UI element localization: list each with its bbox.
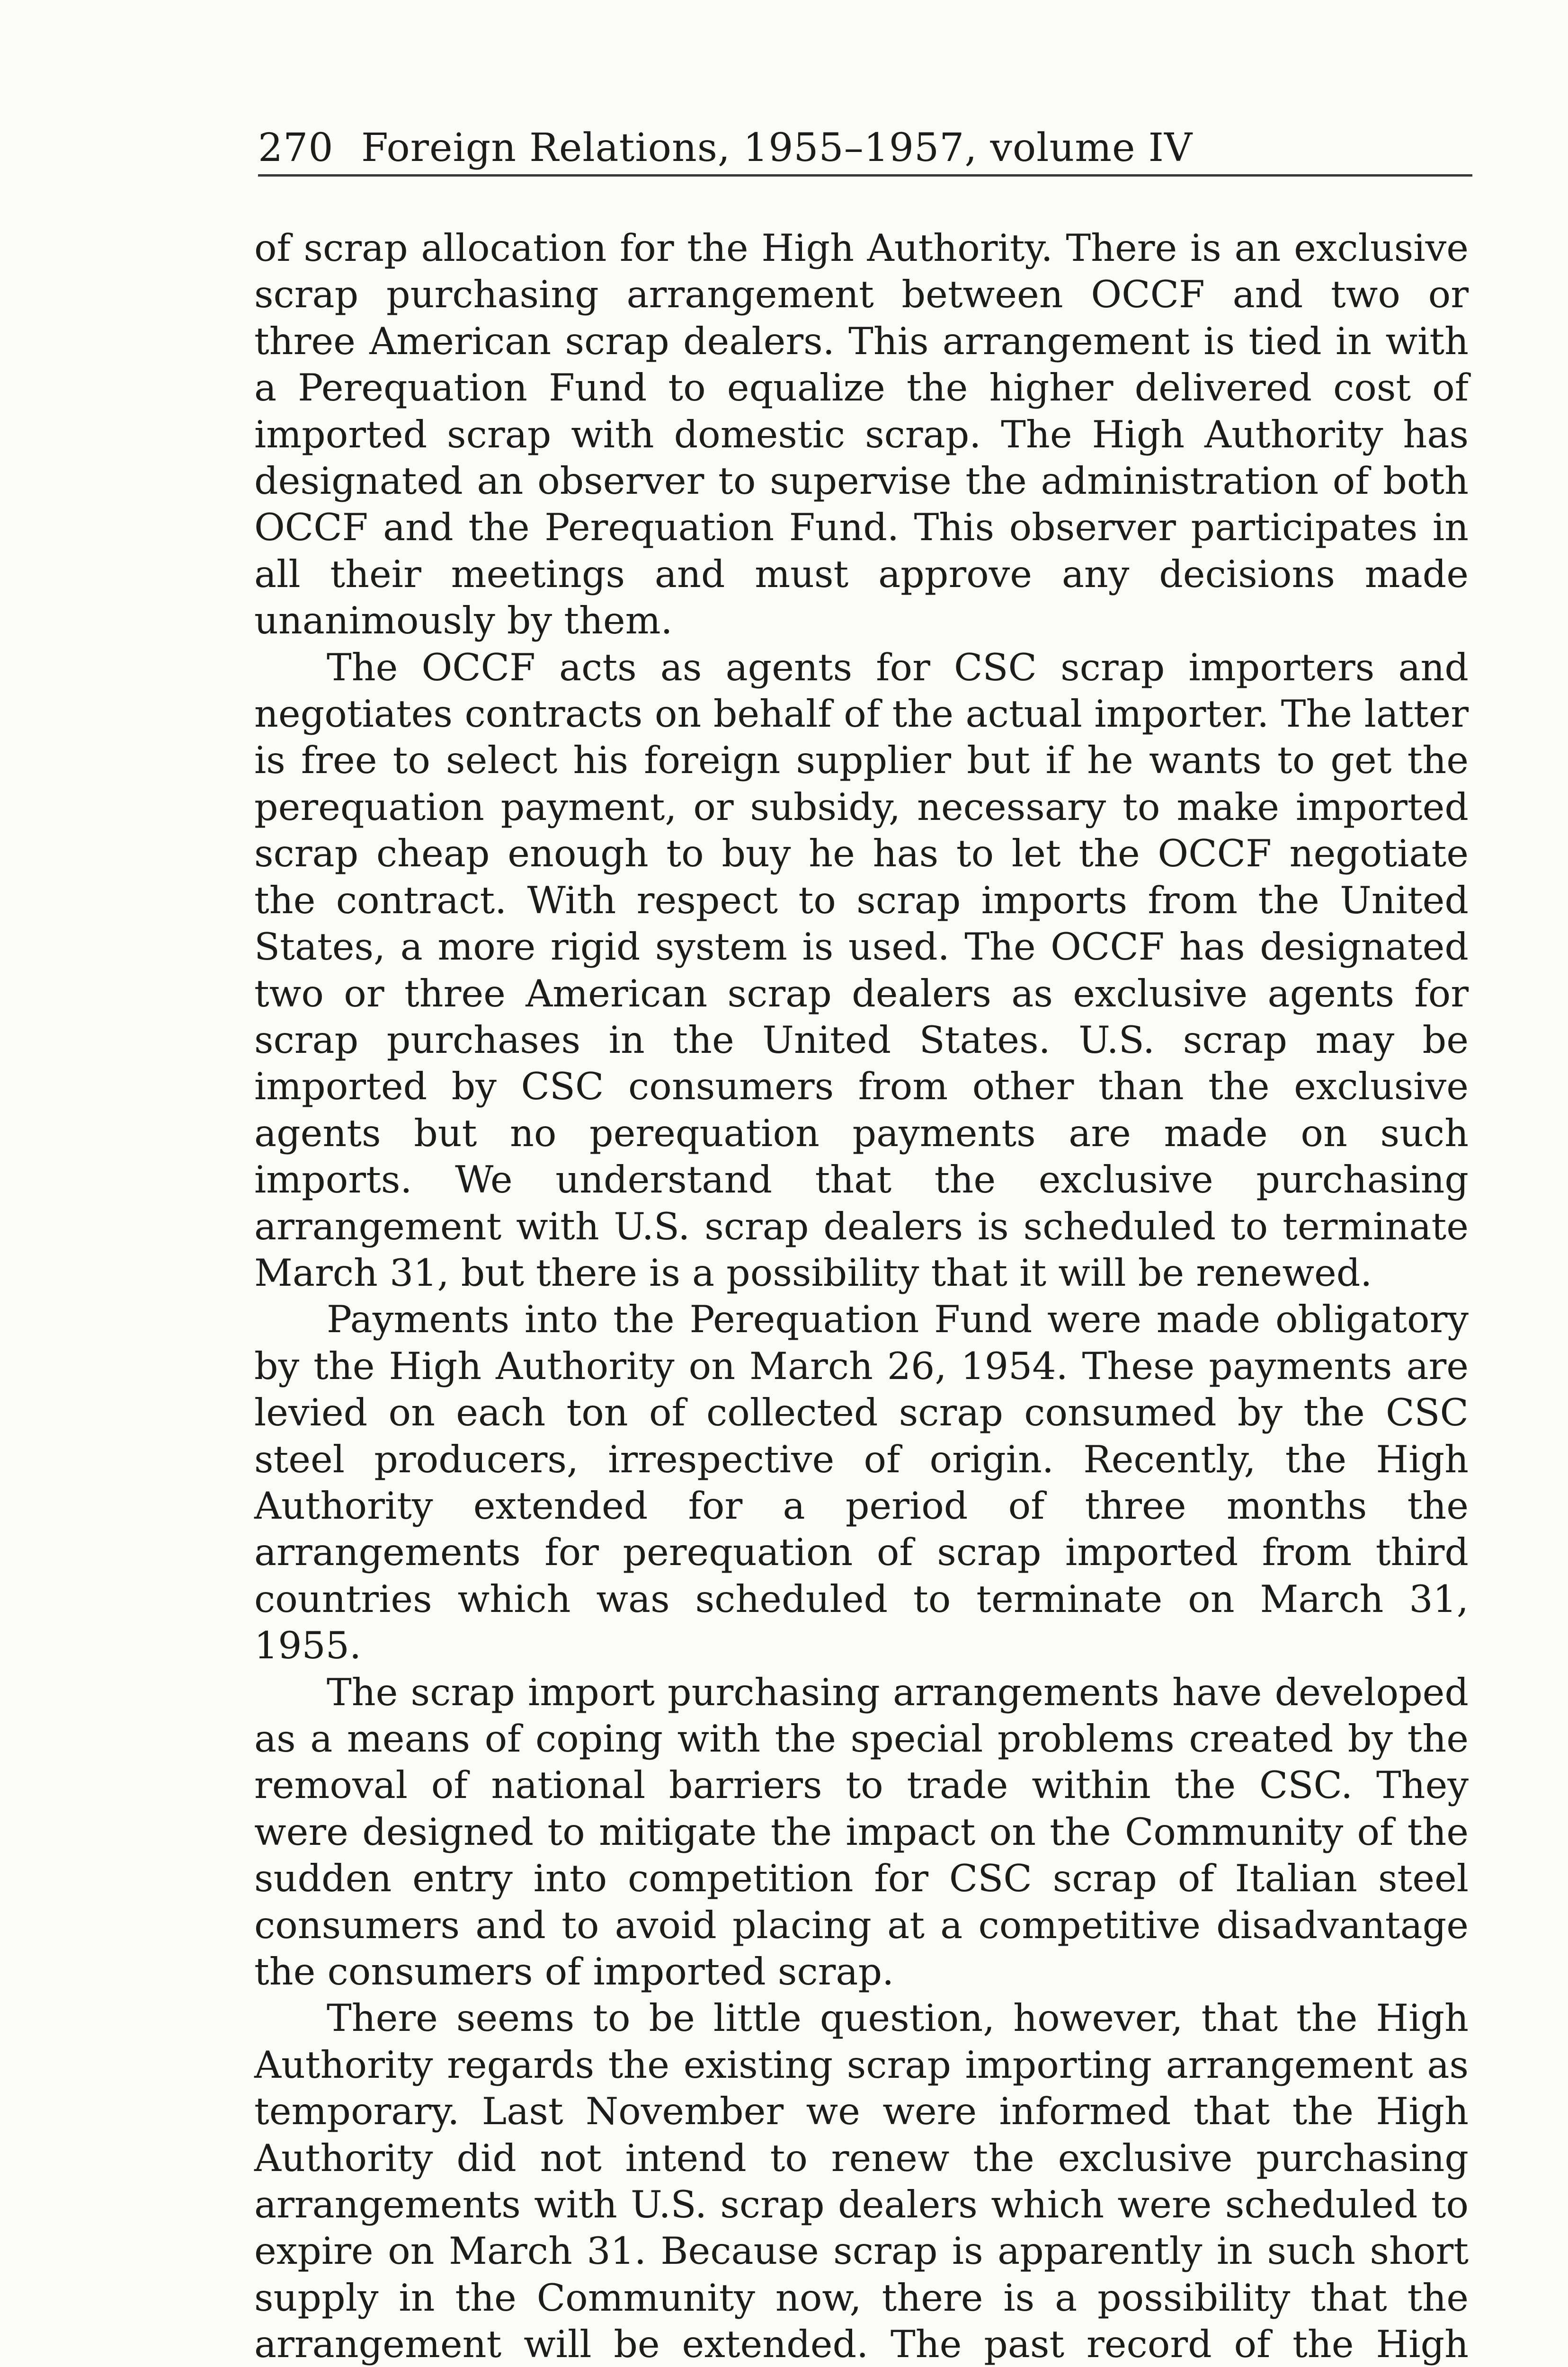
running-head: Foreign Relations, 1955–1957, volume IV — [361, 125, 1193, 170]
page-number: 270 — [258, 125, 334, 170]
paragraph-5: There seems to be little question, however, that the High Authority regards the existing scrap importing arrangement as temporary. Last November we were informed that the High Authority did not intend to renew the exclusive purchasing arrangements with U.S. scrap dealers which were scheduled to expire on March 31. Because scrap is apparently in such short supply in the Community now, there is a possibility that the arrangement will be extended. The past record of the High — [254, 1996, 1469, 2367]
paragraph-4: The scrap import purchasing arrangements have developed as a means of coping with the special problems created by the removal of national barriers to trade within the CSC. They were designed to mitigate the impact on the Community of the sudden entry into competition for CSC scrap of Italian steel consumers and to avoid placing at a competitive disadvantage the consumers of imported scrap. — [254, 1670, 1469, 1994]
page-header — [258, 122, 1472, 177]
body-text — [254, 225, 1469, 2367]
paragraph-2: The OCCF acts as agents for CSC scrap importers and negotiates contracts on behalf of the actual importer. The latter is free to select his foreign supplier but if he wants to get the perequation payment, or subsidy, necessary to make imported scrap cheap enough to buy he has to let the OCCF negotiate the contract. With respect to scrap imports from the United States, a more rigid system is used. The OCCF has designated two or three American scrap dealers as exclusive agents for scrap purchases in the United States. U.S. scrap may be imported by CSC consumers from other than the exclusive agents but no perequation payments are made on such imports. We understand that the exclusive purchasing arrangement with U.S. scrap dealers is scheduled to terminate March 31, but there is a possibility that it will be renewed. — [254, 645, 1469, 1295]
paragraph-1: of scrap allocation for the High Authority. There is an exclusive scrap purchasing arrangement between OCCF and two or three American scrap dealers. This arrangement is tied in with a Perequation Fund to equalize the higher delivered cost of imported scrap with domestic scrap. The High Authority has designated an observer to supervise the administration of both OCCF and the Perequation Fund. This observer participates in all their meetings and must approve any decisions made unanimously by them. — [254, 226, 1469, 643]
paragraph-3: Payments into the Perequation Fund were made obligatory by the High Authority on March 26, 1954. These payments are levied on each ton of collected scrap consumed by the CSC steel producers, irrespective of origin. Recently, the High Authority extended for a period of three months the arrangements for perequation of scrap imported from third countries which was scheduled to terminate on March 31, 1955. — [254, 1298, 1469, 1668]
